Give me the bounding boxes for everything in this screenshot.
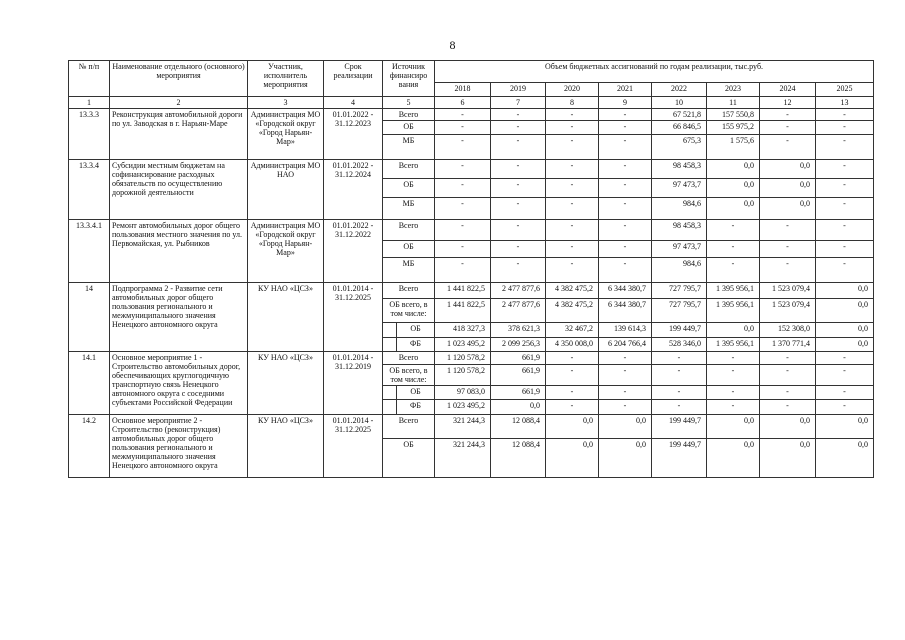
value-cell: 155 975,2	[707, 121, 760, 135]
value-cell: -	[599, 109, 652, 121]
value-cell: 1 395 956,1	[707, 283, 760, 299]
value-cell: 661,9	[491, 352, 546, 365]
value-cell: -	[546, 386, 599, 400]
value-cell: 6 344 380,7	[599, 299, 652, 323]
column-number: 1	[69, 97, 110, 109]
header-year: 2021	[599, 83, 652, 97]
event-name: Основное мероприятие 1 - Строительство автомобильных дорог, обеспечивающих круглогодичную транспортную связь Ненецкого автономного округа с соседними субъектами Российской Федерации	[110, 352, 248, 415]
source-name: ФБ	[397, 400, 435, 415]
header-term: Срок реализации	[324, 61, 383, 97]
column-number: 6	[435, 97, 491, 109]
value-cell: -	[599, 400, 652, 415]
participant: КУ НАО «ЦСЗ»	[248, 283, 324, 352]
value-cell: 1 023 495,2	[435, 338, 491, 352]
header-year: 2019	[491, 83, 546, 97]
value-cell: -	[816, 109, 874, 121]
value-cell: -	[599, 386, 652, 400]
value-cell: 199 449,7	[652, 415, 707, 439]
value-cell: 4 382 475,2	[546, 299, 599, 323]
value-cell: -	[546, 241, 599, 258]
value-cell: 2 477 877,6	[491, 299, 546, 323]
value-cell: -	[816, 258, 874, 283]
source-indent	[383, 386, 397, 400]
column-number: 4	[324, 97, 383, 109]
value-cell: 0,0	[816, 283, 874, 299]
value-cell: -	[546, 352, 599, 365]
value-cell: -	[491, 109, 546, 121]
participant: Администрация МО НАО	[248, 160, 324, 220]
value-cell: -	[652, 400, 707, 415]
value-cell: -	[491, 121, 546, 135]
value-cell: -	[599, 258, 652, 283]
column-number: 8	[546, 97, 599, 109]
header-participant: Участник, исполнитель мероприятия	[248, 61, 324, 97]
source-name: ОБ	[383, 241, 435, 258]
row-number: 13.3.3	[69, 109, 110, 160]
value-cell: -	[760, 109, 816, 121]
value-cell: -	[491, 220, 546, 241]
value-cell: 139 614,3	[599, 323, 652, 338]
value-cell: 675,3	[652, 135, 707, 160]
value-cell: 1 441 822,5	[435, 283, 491, 299]
header-volume: Объем бюджетных ассигнований по годам реализации, тыс.руб.	[435, 61, 874, 83]
source-name: ОБ	[397, 386, 435, 400]
source-name: Всего	[383, 220, 435, 241]
source-name: ОБ	[397, 323, 435, 338]
value-cell: -	[546, 179, 599, 198]
value-cell: -	[546, 109, 599, 121]
value-cell: -	[816, 179, 874, 198]
value-cell: -	[435, 220, 491, 241]
page-number: 8	[449, 38, 456, 52]
value-cell: 0,0	[760, 160, 816, 179]
value-cell: -	[652, 386, 707, 400]
value-cell: 1 441 822,5	[435, 299, 491, 323]
value-cell: -	[816, 160, 874, 179]
value-cell: -	[816, 400, 874, 415]
value-cell: -	[707, 352, 760, 365]
header-row-top	[69, 61, 874, 83]
value-cell: -	[816, 386, 874, 400]
value-cell: -	[760, 121, 816, 135]
value-cell: 0,0	[707, 323, 760, 338]
table-row	[69, 352, 874, 365]
value-cell: 2 099 256,3	[491, 338, 546, 352]
value-cell: -	[760, 365, 816, 386]
value-cell: -	[491, 198, 546, 220]
header-year: 2018	[435, 83, 491, 97]
participant: Администрация МО «Городской округ «Город Нарьян-Мар»	[248, 220, 324, 283]
source-name: Всего	[383, 109, 435, 121]
source-name: Всего	[383, 283, 435, 299]
term: 01.01.2022 - 31.12.2024	[324, 160, 383, 220]
value-cell: 12 088,4	[491, 415, 546, 439]
value-cell: -	[707, 365, 760, 386]
value-cell: -	[760, 258, 816, 283]
event-name: Основное мероприятие 2 - Строительство (реконструкция) автомобильных дорог общего пользования регионального и межмуниципального значения Ненецкого автономного округа	[110, 415, 248, 478]
source-name: ОБ	[383, 439, 435, 478]
column-number: 7	[491, 97, 546, 109]
value-cell: 0,0	[816, 338, 874, 352]
source-name: ОБ всего, в том числе:	[383, 365, 435, 386]
value-cell: -	[760, 400, 816, 415]
value-cell: -	[599, 365, 652, 386]
value-cell: 4 382 475,2	[546, 283, 599, 299]
value-cell: -	[816, 220, 874, 241]
value-cell: -	[707, 220, 760, 241]
value-cell: 0,0	[760, 198, 816, 220]
value-cell: -	[707, 258, 760, 283]
source-indent	[383, 338, 397, 352]
value-cell: -	[652, 365, 707, 386]
value-cell: 661,9	[491, 386, 546, 400]
value-cell: -	[599, 135, 652, 160]
value-cell: 98 458,3	[652, 220, 707, 241]
value-cell: -	[599, 220, 652, 241]
table-row	[69, 109, 874, 121]
value-cell: -	[760, 220, 816, 241]
value-cell: -	[816, 135, 874, 160]
value-cell: -	[546, 160, 599, 179]
header-year: 2025	[816, 83, 874, 97]
value-cell: 0,0	[707, 415, 760, 439]
value-cell: 0,0	[707, 179, 760, 198]
value-cell: -	[546, 198, 599, 220]
column-numbers-row	[69, 97, 874, 109]
value-cell: 157 550,8	[707, 109, 760, 121]
term: 01.01.2014 - 31.12.2025	[324, 283, 383, 352]
value-cell: 0,0	[707, 439, 760, 478]
header-year: 2020	[546, 83, 599, 97]
value-cell: 1 575,6	[707, 135, 760, 160]
term: 01.01.2014 - 31.12.2025	[324, 415, 383, 478]
value-cell: -	[435, 179, 491, 198]
column-number: 3	[248, 97, 324, 109]
value-cell: 0,0	[760, 179, 816, 198]
value-cell: 0,0	[546, 415, 599, 439]
value-cell: -	[435, 198, 491, 220]
term: 01.01.2022 - 31.12.2022	[324, 220, 383, 283]
value-cell: -	[816, 198, 874, 220]
value-cell: -	[760, 352, 816, 365]
value-cell: 97 083,0	[435, 386, 491, 400]
value-cell: -	[760, 386, 816, 400]
source-name: ОБ всего, в том числе:	[383, 299, 435, 323]
value-cell: 727 795,7	[652, 299, 707, 323]
participant: Администрация МО «Городской округ «Город Нарьян-Мар»	[248, 109, 324, 160]
header-year: 2022	[652, 83, 707, 97]
value-cell: 0,0	[546, 439, 599, 478]
value-cell: 6 204 766,4	[599, 338, 652, 352]
value-cell: 4 350 008,0	[546, 338, 599, 352]
value-cell: 152 308,0	[760, 323, 816, 338]
value-cell: 97 473,7	[652, 241, 707, 258]
value-cell: 1 120 578,2	[435, 365, 491, 386]
value-cell: 727 795,7	[652, 283, 707, 299]
header-num: № п/п	[69, 61, 110, 97]
column-number: 11	[707, 97, 760, 109]
source-name: Всего	[383, 160, 435, 179]
source-indent	[383, 400, 397, 415]
value-cell: -	[491, 135, 546, 160]
source-indent	[383, 323, 397, 338]
value-cell: 984,6	[652, 198, 707, 220]
value-cell: 0,0	[760, 415, 816, 439]
value-cell: -	[707, 386, 760, 400]
value-cell: -	[435, 121, 491, 135]
value-cell: 1 523 079,4	[760, 283, 816, 299]
row-number: 14.1	[69, 352, 110, 415]
table-row	[69, 415, 874, 439]
header-year: 2024	[760, 83, 816, 97]
term: 01.01.2022 - 31.12.2023	[324, 109, 383, 160]
value-cell: -	[816, 352, 874, 365]
table-row	[69, 220, 874, 241]
source-name: ФБ	[397, 338, 435, 352]
value-cell: 0,0	[707, 198, 760, 220]
source-name: МБ	[383, 258, 435, 283]
value-cell: -	[435, 241, 491, 258]
row-number: 13.3.4	[69, 160, 110, 220]
participant: КУ НАО «ЦСЗ»	[248, 352, 324, 415]
term: 01.01.2014 - 31.12.2019	[324, 352, 383, 415]
value-cell: -	[546, 400, 599, 415]
value-cell: -	[816, 365, 874, 386]
value-cell: -	[546, 365, 599, 386]
participant: КУ НАО «ЦСЗ»	[248, 415, 324, 478]
value-cell: -	[491, 241, 546, 258]
row-number: 14	[69, 283, 110, 352]
event-name: Субсидии местным бюджетам на софинансирование расходных обязательств по осуществлению дорожной деятельности	[110, 160, 248, 220]
value-cell: -	[760, 135, 816, 160]
value-cell: 1 395 956,1	[707, 299, 760, 323]
event-name: Реконструкция автомобильной дороги по ул. Заводская в г. Нарьян-Маре	[110, 109, 248, 160]
value-cell: 0,0	[760, 439, 816, 478]
value-cell: -	[435, 109, 491, 121]
value-cell: 67 521,8	[652, 109, 707, 121]
value-cell: 1 120 578,2	[435, 352, 491, 365]
value-cell: -	[546, 135, 599, 160]
value-cell: 0,0	[816, 415, 874, 439]
column-number: 9	[599, 97, 652, 109]
source-name: МБ	[383, 198, 435, 220]
header-source: Источник финансиро вания	[383, 61, 435, 97]
source-name: Всего	[383, 415, 435, 439]
value-cell: -	[599, 241, 652, 258]
value-cell: -	[652, 352, 707, 365]
source-name: ОБ	[383, 121, 435, 135]
value-cell: -	[546, 258, 599, 283]
value-cell: 378 621,3	[491, 323, 546, 338]
value-cell: 66 846,5	[652, 121, 707, 135]
row-number: 14.2	[69, 415, 110, 478]
event-name: Подпрограмма 2 - Развитие сети автомобильных дорог общего пользования регионального и межмуниципального значения Ненецкого автономного округа	[110, 283, 248, 352]
value-cell: 199 449,7	[652, 439, 707, 478]
value-cell: 1 523 079,4	[760, 299, 816, 323]
value-cell: 984,6	[652, 258, 707, 283]
value-cell: 528 346,0	[652, 338, 707, 352]
value-cell: 98 458,3	[652, 160, 707, 179]
header-name: Наименование отдельного (основного) мероприятия	[110, 61, 248, 97]
row-number: 13.3.4.1	[69, 220, 110, 283]
table-row	[69, 160, 874, 179]
value-cell: 97 473,7	[652, 179, 707, 198]
value-cell: -	[599, 352, 652, 365]
value-cell: -	[599, 121, 652, 135]
value-cell: 2 477 877,6	[491, 283, 546, 299]
value-cell: 0,0	[816, 299, 874, 323]
header-year: 2023	[707, 83, 760, 97]
value-cell: -	[760, 241, 816, 258]
value-cell: 12 088,4	[491, 439, 546, 478]
value-cell: -	[599, 198, 652, 220]
value-cell: 1 370 771,4	[760, 338, 816, 352]
value-cell: 0,0	[599, 415, 652, 439]
value-cell: 321 244,3	[435, 439, 491, 478]
value-cell: 32 467,2	[546, 323, 599, 338]
value-cell: -	[816, 121, 874, 135]
value-cell: -	[816, 241, 874, 258]
column-number: 12	[760, 97, 816, 109]
value-cell: -	[491, 179, 546, 198]
value-cell: -	[435, 258, 491, 283]
value-cell: -	[546, 220, 599, 241]
column-number: 2	[110, 97, 248, 109]
value-cell: 0,0	[491, 400, 546, 415]
value-cell: -	[599, 179, 652, 198]
value-cell: 661,9	[491, 365, 546, 386]
value-cell: 1 395 956,1	[707, 338, 760, 352]
value-cell: -	[546, 121, 599, 135]
event-name: Ремонт автомобильных дорог общего пользования местного значения по ул. Первомайская, ул. Рыбников	[110, 220, 248, 283]
value-cell: 0,0	[816, 439, 874, 478]
column-number: 5	[383, 97, 435, 109]
budget-table	[68, 60, 874, 478]
source-name: ОБ	[383, 179, 435, 198]
value-cell: 6 344 380,7	[599, 283, 652, 299]
value-cell: -	[491, 160, 546, 179]
value-cell: 0,0	[599, 439, 652, 478]
value-cell: -	[707, 400, 760, 415]
value-cell: 0,0	[816, 323, 874, 338]
value-cell: 1 023 495,2	[435, 400, 491, 415]
table-row	[69, 283, 874, 299]
value-cell: -	[435, 135, 491, 160]
value-cell: 0,0	[707, 160, 760, 179]
value-cell: -	[491, 258, 546, 283]
source-name: МБ	[383, 135, 435, 160]
value-cell: -	[599, 160, 652, 179]
value-cell: 418 327,3	[435, 323, 491, 338]
column-number: 10	[652, 97, 707, 109]
value-cell: 321 244,3	[435, 415, 491, 439]
source-name: Всего	[383, 352, 435, 365]
value-cell: -	[435, 160, 491, 179]
value-cell: 199 449,7	[652, 323, 707, 338]
value-cell: -	[707, 241, 760, 258]
column-number: 13	[816, 97, 874, 109]
